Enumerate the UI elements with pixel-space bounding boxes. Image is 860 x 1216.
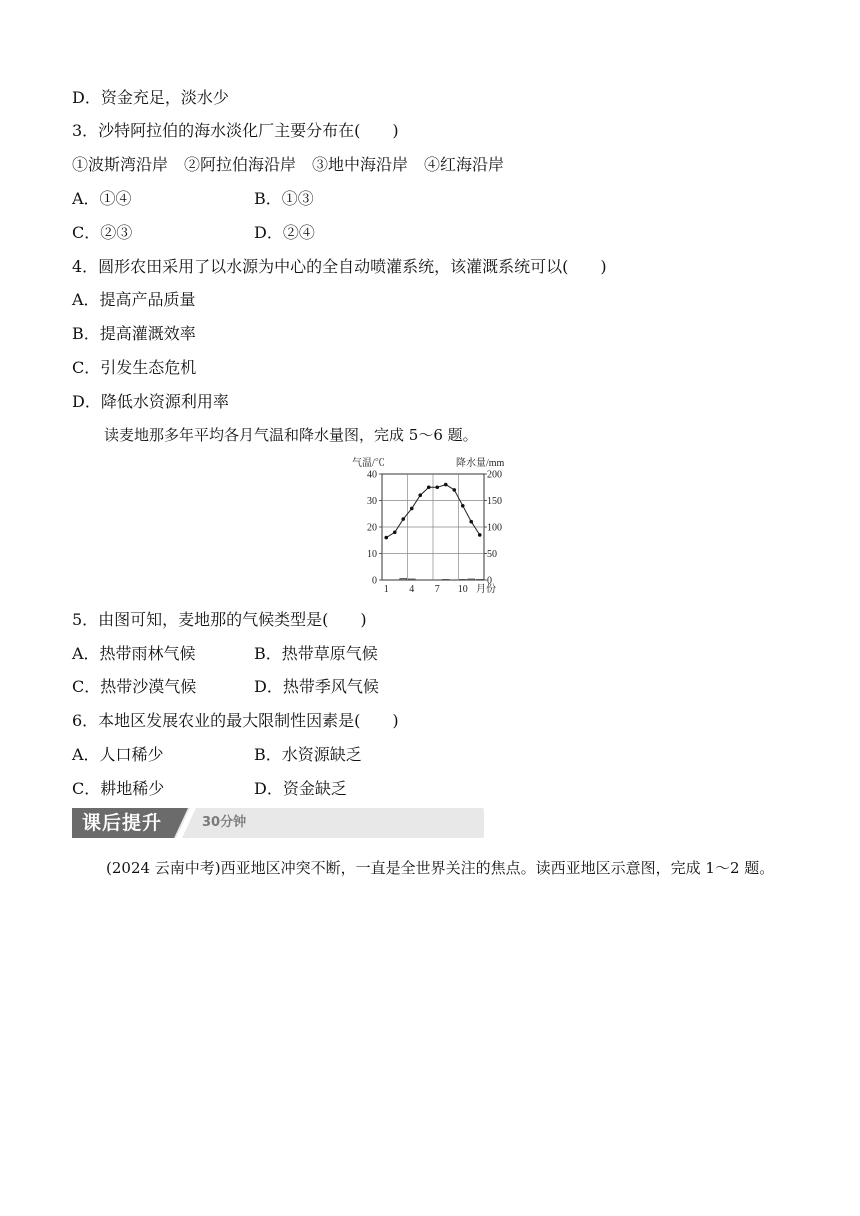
x-axis-label: 月份: [476, 584, 496, 595]
q6-option-a: A．人口稀少: [72, 745, 164, 764]
closing-paragraph: (2024 云南中考)西亚地区冲突不断，一直是全世界关注的焦点。读西亚地区示意图，完成 1～2 题。: [106, 859, 775, 877]
precipitation-bar: [442, 579, 449, 580]
chart-grid: [379, 474, 487, 580]
x-tick-label: 1: [383, 584, 389, 595]
q3-option-d: D．②④: [254, 223, 315, 242]
left-tick-label: 10: [367, 549, 377, 560]
q4-stem: 4．圆形农田采用了以水源为中心的全自动喷灌系统，该灌溉系统可以( ): [72, 257, 607, 276]
q5-option-b: B．热带草原气候: [254, 644, 378, 663]
temperature-point: [461, 504, 465, 508]
left-axis-label: 气温/℃: [352, 458, 385, 469]
right-tick-label: 150: [487, 496, 502, 507]
right-tick-label: 0: [487, 575, 492, 587]
temperature-point: [469, 520, 473, 524]
chart-labels: [352, 456, 505, 595]
precipitation-bar: [468, 579, 475, 580]
q3-option-b: B．①③: [254, 189, 314, 208]
q6-option-b: B．水资源缺乏: [254, 745, 362, 764]
climate-chart: [340, 452, 540, 602]
left-tick-label: 30: [367, 496, 377, 507]
q3-items: ①波斯湾沿岸 ②阿拉伯海沿岸 ③地中海沿岸 ④红海沿岸: [72, 155, 505, 174]
q5-option-c: C．热带沙漠气候: [72, 677, 197, 696]
right-tick-label: 50: [487, 549, 497, 560]
q6-option-d: D．资金缺乏: [254, 779, 347, 798]
q3-option-a: A．①④: [72, 189, 132, 208]
right-tick-label: 200: [487, 469, 502, 481]
q4-option-c: C．引发生态危机: [72, 358, 197, 377]
section-time: 30分钟: [202, 815, 247, 830]
q5-option-d: D．热带季风气候: [254, 677, 379, 696]
precipitation-bar: [459, 579, 466, 580]
left-tick-label: 40: [367, 469, 377, 481]
q3-option-c: C．②③: [72, 223, 133, 242]
x-tick-label: 7: [434, 584, 440, 595]
temperature-point: [452, 488, 456, 492]
temperature-point: [393, 531, 397, 535]
left-tick-label: 20: [367, 522, 377, 534]
precipitation-bar: [400, 578, 407, 580]
chart-intro: 读麦地那多年平均各月气温和降水量图，完成 5～6 题。: [104, 426, 478, 444]
temperature-point: [410, 507, 414, 511]
right-tick-label: 100: [487, 522, 502, 534]
q5-stem: 5．由图可知，麦地那的气候类型是( ): [72, 610, 367, 629]
section-banner: [72, 808, 484, 838]
left-tick-label: 0: [372, 575, 377, 587]
temperature-point: [384, 536, 388, 540]
q6-option-c: C．耕地稀少: [72, 779, 165, 798]
right-axis-label: 降水量/mm: [456, 458, 505, 469]
q3-stem: 3．沙特阿拉伯的海水淡化厂主要分布在( ): [72, 121, 399, 140]
precipitation-bar: [476, 579, 483, 580]
q4-option-a: A．提高产品质量: [72, 290, 196, 309]
section-title: 课后提升: [82, 812, 163, 834]
x-tick-label: 10: [457, 584, 468, 595]
temperature-point: [478, 533, 482, 537]
q6-stem: 6．本地区发展农业的最大限制性因素是( ): [72, 711, 399, 730]
temperature-point: [427, 485, 431, 489]
temperature-point: [418, 493, 422, 497]
q5-option-a: A．热带雨林气候: [72, 644, 196, 663]
x-tick-label: 4: [409, 584, 415, 595]
q2-option-d: D．资金充足，淡水少: [72, 88, 229, 107]
temperature-point: [444, 483, 448, 487]
precipitation-bar: [408, 579, 415, 580]
q4-option-d: D．降低水资源利用率: [72, 392, 229, 411]
temperature-point: [435, 485, 439, 489]
q4-option-b: B．提高灌溉效率: [72, 324, 196, 343]
temperature-point: [401, 517, 405, 521]
